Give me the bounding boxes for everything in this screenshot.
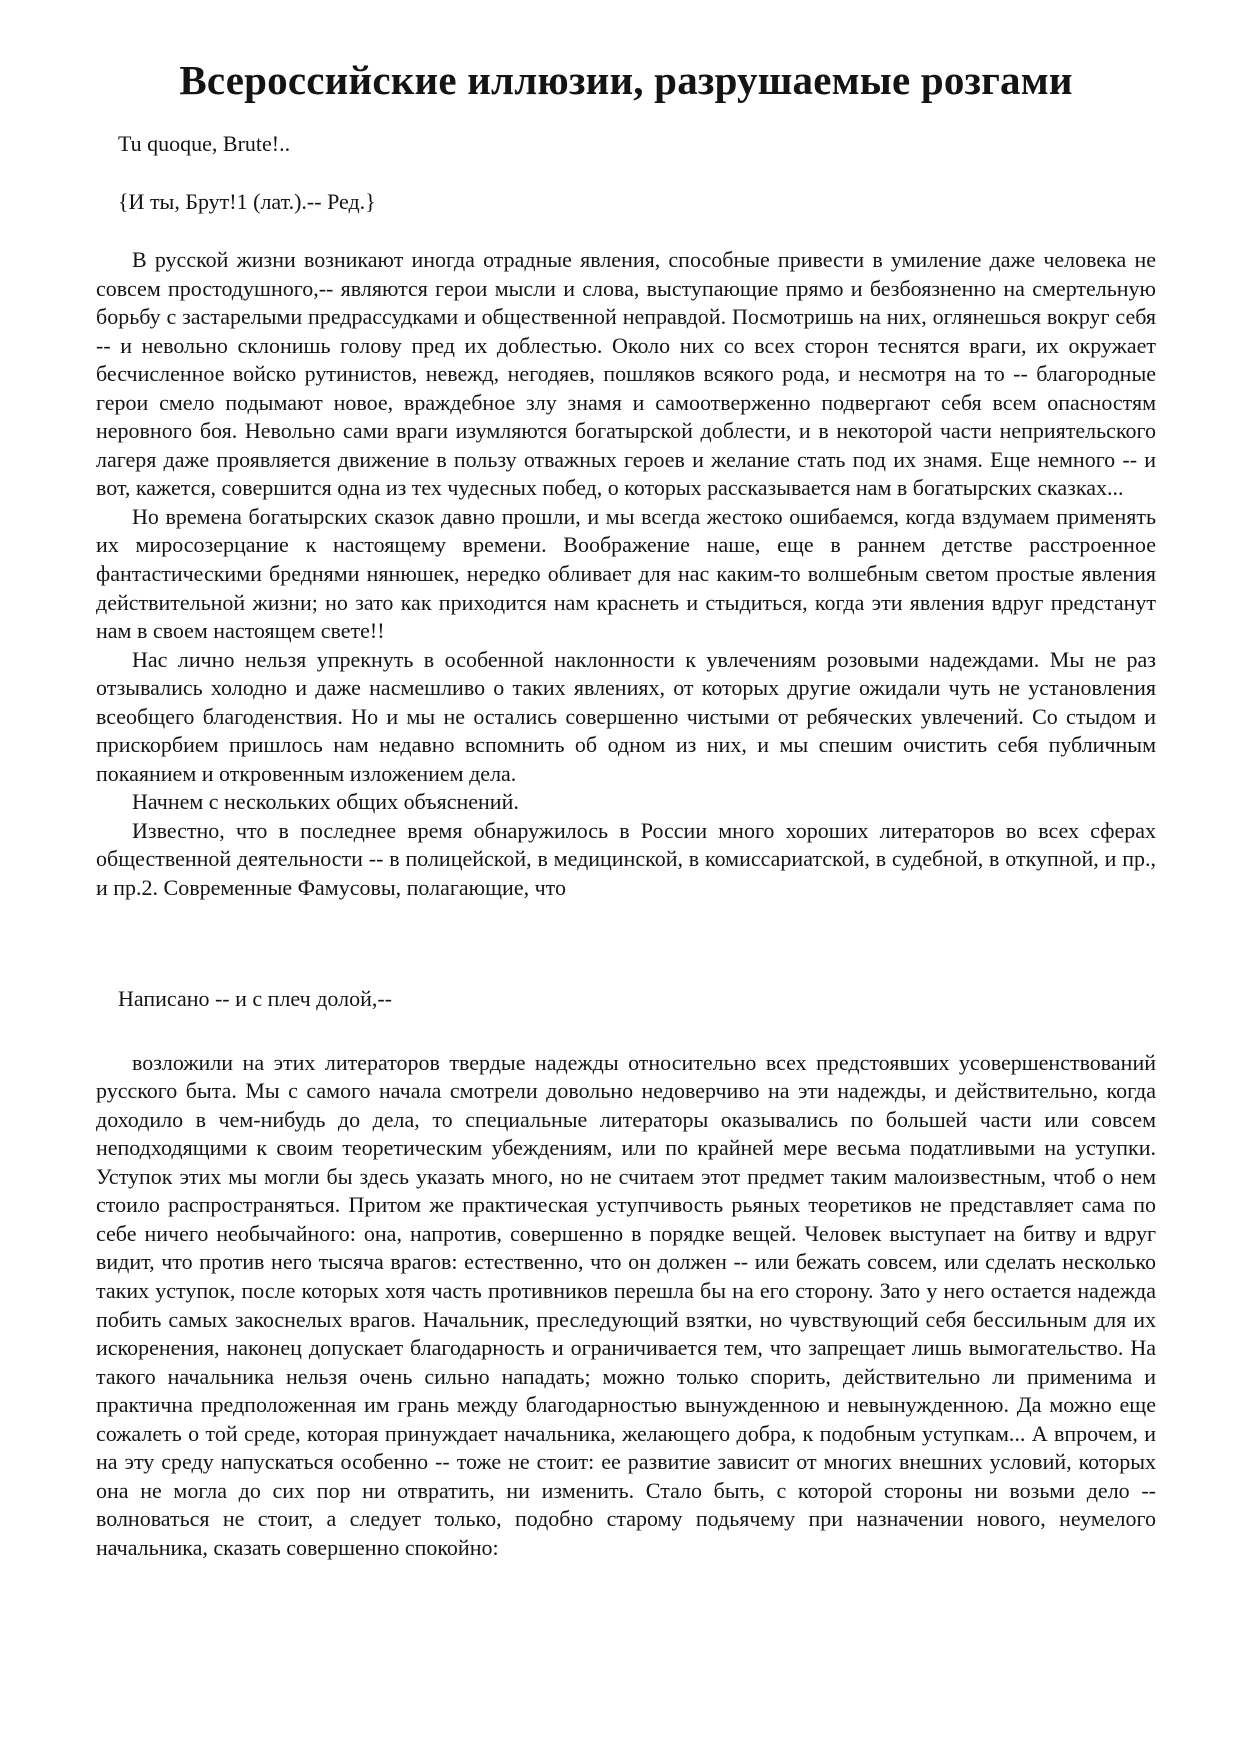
paragraph: Известно, что в последнее время обнаружилось в России много хороших литераторов во всех сферах общественной деятельности -- в полицейской, в медицинской, в комиссариатской, в судебной, в откупной, и пр., и пр.2. Современные Фамусовы, полагающие, что [96, 817, 1156, 901]
epigraph-translation: {И ты, Брут!1 (лат.).-- Ред.} [118, 189, 376, 214]
paragraph: Нас лично нельзя упрекнуть в особенной наклонности к увлечениям розовыми надеждами. Мы не раз отзывались холодно и даже насмешливо о таких явлениях, от которых другие ожидали чуть не установления всеобщего благоденствия. Но и мы не остались совершенно чистыми от ребяческих увлечений. Со стыдом и прискорбием пришлось нам недавно вспомнить об одном из них, и мы спешим очистить себя публичным покаянием и откровенным изложением дела. [96, 646, 1156, 786]
epigraph: Tu quoque, Brute!.. [118, 131, 291, 156]
paragraph: Но времена богатырских сказок давно прошли, и мы всегда жестоко ошибаемся, когда вздумаем применять их миросозерцание к настоящему времени. Воображение наше, еще в раннем детстве расстроенное фантастическими бреднями нянюшек, нередко обливает для нас каким-то волшебным светом простые явления действительной жизни; но зато как приходится нам краснеть и стыдиться, когда эти явления вдруг предстанут нам в своем настоящем свете!! [96, 503, 1156, 644]
body-text-continued [96, 1049, 1156, 1563]
verse-quote: Написано -- и с плеч долой,-- [118, 985, 393, 1011]
document-title: Всероссийские иллюзии, разрушаемые розгами [179, 57, 1073, 103]
paragraph: В русской жизни возникают иногда отрадные явления, способные привести в умиление даже человека не совсем простодушного,-- являются герои мысли и слова, выступающие прямо и безбоязненно на смертельную борьбу с застарелыми предрассудками и общественной неправдой. Посмотришь на них, оглянешься вокруг себя -- и невольно склонишь голову пред их доблестью. Около них со всех сторон теснятся враги, их окружает бесчисленное войско рутинистов, невежд, негодяев, пошляков всякого рода, и несмотря на то -- благородные герои смело подымают новое, враждебное злу знамя и самоотверженно подвергают себя всем опасностям неровного боя. Невольно сами враги изумляются богатырской доблести, и в некоторой части неприятельского лагеря даже проявляется движение в пользу отважных героев и желание стать под их знамя. Еще немного -- и вот, кажется, совершится одна из тех чудесных побед, о которых рассказывается нам в богатырских сказках... [96, 247, 1156, 501]
paragraph: Начнем с нескольких общих объяснений. [132, 789, 519, 815]
paragraph: возложили на этих литераторов твердые надежды относительно всех предстоявших усовершенствований русского быта. Мы с самого начала смотрели довольно недоверчиво на эти надежды, и действительно, когда доходило в чем-нибудь до дела, то специальные литераторы оказывались по большей части или совсем неподходящими к своим теоретическим убеждениям, или по крайней мере весьма податливыми на уступки. Уступок этих мы могли бы здесь указать много, но не считаем этот предмет таким малоизвестным, чтоб о нем стоило распространяться. Притом же практическая уступчивость рьяных теоретиков не представляет сама по себе ничего необычайного: она, напротив, совершенно в порядке вещей. Человек выступает на битву и вдруг видит, что против него тысяча врагов: естественно, что он должен -- или бежать совсем, или сделать несколько таких уступок, после которых хотя часть противников перешла бы на его сторону. Зато у него остается надежда побить самых закоснелых врагов. Начальник, преследующий взятки, но чувствующий себя бессильным для их искоренения, наконец допускает благодарность и ограничивается тем, что запрещает лишь вымогательство. На такого начальника нельзя очень сильно нападать; можно только спорить, действительно ли применима и практична предположенная им грань между благодарностью вынужденною и невынужденною. Да можно еще сожалеть о той среде, которая принуждает начальника, желающего добра, к подобным уступкам... А впрочем, и на эту среду напускаться особенно -- тоже не стоит: ее развитие зависит от многих внешних условий, которых она не могла до сих пор ни отвратить, ни изменить. Стало быть, с которой стороны ни возьми дело -- волноваться не стоит, а следует только, подобно старому подьячему при назначении нового, неумелого начальника, сказать совершенно спокойно: [96, 1049, 1156, 1560]
document-page [96, 52, 1156, 1562]
body-text-main [96, 246, 1156, 903]
